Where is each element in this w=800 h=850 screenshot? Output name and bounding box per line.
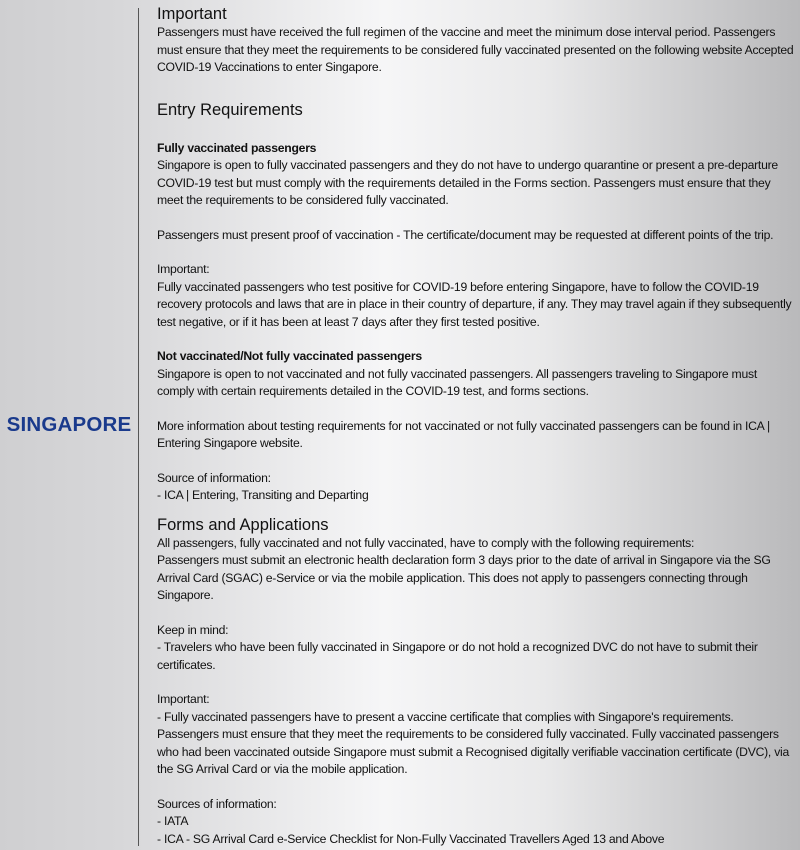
entry-requirements-heading: Entry Requirements [157,100,303,119]
entry-important-text: Fully vaccinated passengers who test positive for COVID-19 before entering Singapore, have to follow the COVID-19 recovery protocols and laws that are in place in their country of departure, if any. They may travel again if they subsequently test negative, or if it has been at least 7 days after they first tested positive. [157,279,792,329]
entry-important-label: Important: [157,262,210,276]
important-text: Passengers must have received the full regimen of the vaccine and meet the minimum dose interval period. Passengers must ensure that they meet the requirements to be considered fully vaccinated presented on the following website Accepted COVID-19 Vaccinations to enter Singapore. [157,25,794,74]
fully-vaccinated-text: Singapore is open to fully vaccinated passengers and they do not have to undergo quarantine or present a pre-departure COVID-19 test but must comply with the requirements detailed in the Forms section. Passengers must ensure that they meet the requirements to be considered fully vaccinated. [157,158,778,207]
country-panel [0,0,138,850]
forms-heading: Forms and Applications [157,515,329,534]
not-vaccinated-title: Not vaccinated/Not fully vaccinated passengers [157,349,422,363]
more-info-text: More information about testing requirements for not vaccinated or not fully vaccinated passengers can be found in ICA | Entering Singapore website. [157,418,770,450]
forms-important-label: Important: [157,692,210,706]
forms-source-item: - IATA [157,814,189,828]
proof-text: Passengers must present proof of vaccination - The certificate/document may be requested at different points of the trip. [157,227,774,242]
sgac-text: Passengers must submit an electronic health declaration form 3 days prior to the date of arrival in Singapore via the SG Arrival Card (SGAC) e-Service or via the mobile application. This does not apply to passengers connecting through Singapore. [157,553,771,602]
fully-vaccinated-title: Fully vaccinated passengers [157,140,317,155]
forms-important-item: - Fully vaccinated passengers have to present a vaccine certificate that complies with Singapore's requirements. Passengers must ensure that they meet the requirements to be considered fully vaccinated. Fully vaccinated passengers who had been vaccinated outside Singapore must submit a Recognised digitally verifiable vaccination certificate (DVC), via the SG Arrival Card or via the mobile application. [157,709,790,776]
keep-in-mind-item: - Travelers who have been fully vaccinated in Singapore or do not hold a recognized DVC do not have to submit their certificates. [157,640,758,672]
forms-source-item: - ICA - SG Arrival Card e-Service Checklist for Non-Fully Vaccinated Travellers Aged 13 and Above [157,831,665,846]
not-vaccinated-text: Singapore is open to not vaccinated and not fully vaccinated passengers. All passengers traveling to Singapore must comply with certain requirements detailed in the COVID-19 test, and forms sections. [157,366,757,398]
forms-sources-label: Sources of information: [157,796,277,811]
vertical-divider [138,8,139,846]
entry-source-label: Source of information: [157,470,271,485]
requirements-content [157,4,795,848]
keep-in-mind-label: Keep in mind: [157,622,229,637]
country-name: SINGAPORE [6,413,132,436]
forms-intro: All passengers, fully vaccinated and not fully vaccinated, have to comply with the following requirements: [157,535,695,550]
important-heading: Important [157,5,227,23]
entry-source-item: - ICA | Entering, Transiting and Departing [157,488,369,502]
